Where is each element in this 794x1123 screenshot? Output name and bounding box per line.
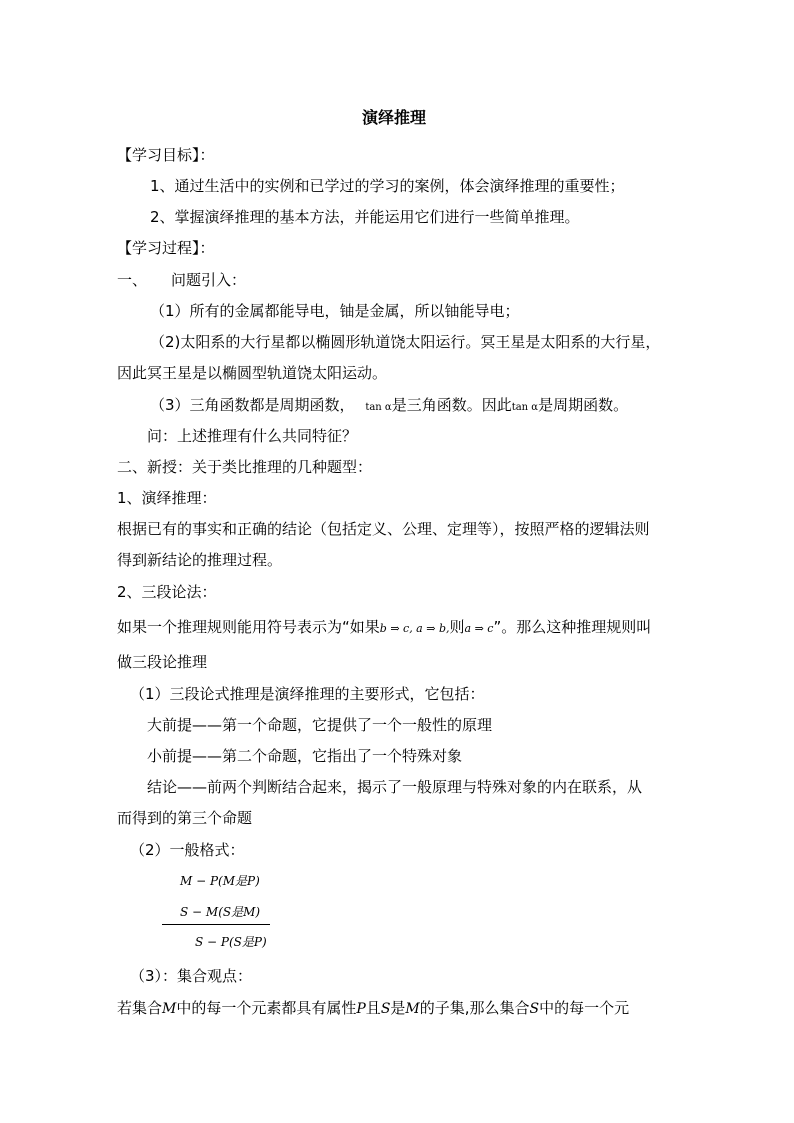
- syllogism-rule-line-2: 做三段论推理: [117, 653, 208, 671]
- set-symbol-s-2: S: [529, 1001, 540, 1017]
- point-2: （2）一般格式：: [130, 841, 245, 859]
- set-text-c: 且: [365, 999, 381, 1017]
- tan-alpha-formula-2: tan α: [511, 402, 539, 413]
- section-1-title: 问题引入：: [171, 271, 247, 289]
- rule-formula: b ⇒ c, a ⇒ b,: [379, 622, 450, 635]
- example-3-text-c: 是周期函数。: [538, 396, 629, 414]
- section-2-title: 二、新授：关于类比推理的几种题型：: [117, 458, 373, 476]
- subsection-1-title: 1、演绎推理：: [117, 489, 217, 507]
- example-3: [150, 395, 628, 418]
- minor-premise: 小前提——第二个命题，它指出了一个特殊对象: [147, 747, 463, 765]
- set-text-f: 中的每一个元: [539, 999, 630, 1017]
- set-text-e: 的子集,那么集合: [419, 999, 530, 1017]
- goal-item-2: 2、掌握演绎推理的基本方法，并能运用它们进行一些简单推理。: [150, 208, 580, 226]
- syllogism-rule-line-1: [117, 617, 651, 639]
- example-2-line-1: （2)太阳系的大行星都以椭圆形轨道饶太阳运行。冥王星是太阳系的大行星，: [150, 333, 661, 351]
- conclusion-line-1: 结论——前两个判断结合起来，揭示了一般原理与特殊对象的内在联系，从: [147, 778, 643, 796]
- rule-formula-2: a ⇒ c: [464, 622, 494, 635]
- example-3-text-b: 是三角函数。因此: [391, 396, 512, 414]
- rule-text-a: 如果一个推理规则能用符号表示为“如果: [117, 618, 380, 636]
- set-symbol-m-2: M: [405, 1001, 420, 1017]
- point-3: （3）：集合观点：: [130, 967, 253, 985]
- page-title: 演绎推理: [362, 108, 427, 127]
- major-premise: 大前提——第一个命题，它提供了一个一般性的原理: [147, 716, 493, 734]
- conclusion-line-2: 而得到的第三个命题: [117, 809, 253, 827]
- set-text-d: 是: [390, 999, 406, 1017]
- rule-text-c: ”。那么这种推理规则叫: [493, 618, 652, 636]
- example-1: （1）所有的金属都能导电，铀是金属，所以铀能导电；: [150, 302, 520, 320]
- set-text-b: 中的每一个元素都具有属性: [176, 999, 357, 1017]
- example-3-text-a: （3）三角函数都是周期函数，: [150, 396, 355, 414]
- format-divider-line: [162, 924, 270, 925]
- definition-line-2: 得到新结论的推理过程。: [117, 551, 283, 569]
- set-view-line: [117, 998, 629, 1019]
- set-text-a: 若集合: [117, 999, 163, 1017]
- goal-item-1: 1、通过生活中的实例和已学过的学习的案例，体会演绎推理的重要性；: [150, 177, 625, 195]
- section-1-number: 一、: [117, 271, 148, 289]
- question: 问：上述推理有什么共同特征？: [147, 427, 358, 445]
- format-minor-premise: S − M(S是M): [180, 905, 261, 919]
- point-1: （1）三段论式推理是演绎推理的主要形式，它包括：: [130, 685, 485, 703]
- definition-line-1: 根据已有的事实和正确的结论（包括定义、公理、定理等），按照严格的逻辑法则: [117, 520, 650, 538]
- format-major-premise: M − P(M是P): [180, 874, 260, 888]
- process-header: 【学习过程】：: [117, 239, 215, 257]
- rule-text-b: 则: [449, 618, 465, 636]
- set-symbol-m: M: [162, 1001, 177, 1017]
- subsection-2-title: 2、三段论法：: [117, 583, 217, 601]
- example-2-line-2: 因此冥王星是以椭圆型轨道饶太阳运动。: [117, 364, 388, 382]
- set-symbol-p: P: [356, 1001, 366, 1017]
- set-symbol-s: S: [380, 1001, 391, 1017]
- goals-header: 【学习目标】：: [117, 146, 215, 164]
- format-conclusion: S − P(S是P): [195, 935, 267, 949]
- tan-alpha-formula: tan α: [365, 402, 392, 413]
